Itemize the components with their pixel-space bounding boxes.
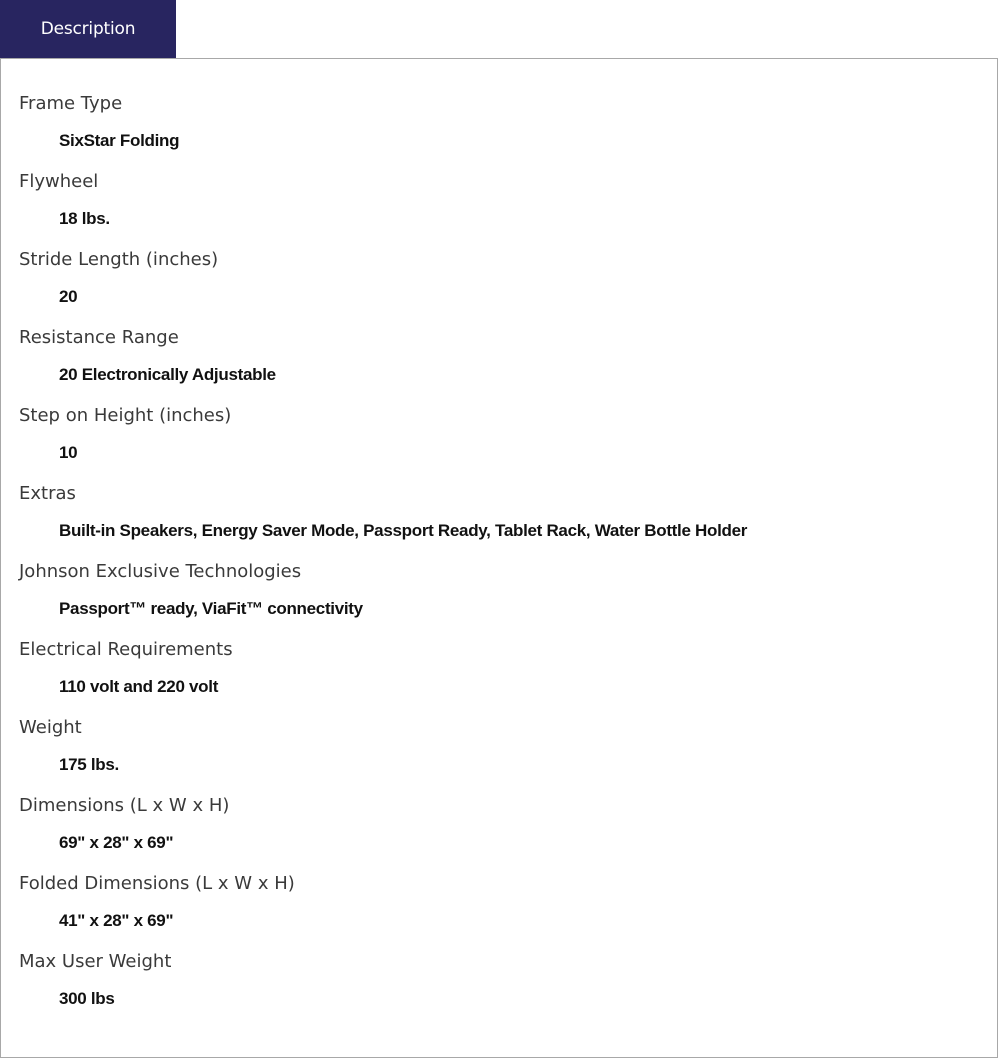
spec-value: 20 <box>59 287 78 306</box>
spec-value: 69" x 28" x 69" <box>59 833 174 852</box>
spec-label: Extras <box>19 483 76 504</box>
spec-dimensions <box>19 791 747 869</box>
spec-value: Built-in Speakers, Energy Saver Mode, Passport Ready, Tablet Rack, Water Bottle Holder <box>59 521 748 540</box>
spec-max-user-weight <box>19 947 747 1025</box>
spec-value: 18 lbs. <box>59 209 110 228</box>
spec-label: Weight <box>19 717 82 738</box>
spec-label: Step on Height (inches) <box>19 405 232 426</box>
spec-value: 20 Electronically Adjustable <box>59 365 276 384</box>
spec-label: Resistance Range <box>19 327 179 348</box>
tab-bar <box>0 0 1000 58</box>
spec-extras <box>19 479 747 557</box>
spec-label: Johnson Exclusive Technologies <box>19 561 302 582</box>
spec-step-on-height <box>19 401 747 479</box>
spec-frame-type <box>19 89 747 167</box>
spec-label: Max User Weight <box>19 951 172 972</box>
spec-value: 110 volt and 220 volt <box>59 677 219 696</box>
description-panel <box>0 58 998 1058</box>
spec-folded-dimensions <box>19 869 747 947</box>
spec-stride-length <box>19 245 747 323</box>
spec-weight <box>19 713 747 791</box>
spec-label: Frame Type <box>19 93 123 114</box>
spec-flywheel <box>19 167 747 245</box>
spec-value: 300 lbs <box>59 989 115 1008</box>
spec-label: Electrical Requirements <box>19 639 233 660</box>
spec-label: Stride Length (inches) <box>19 249 219 270</box>
spec-exclusive-technologies <box>19 557 747 635</box>
spec-value: 175 lbs. <box>59 755 119 774</box>
spec-list <box>19 89 747 1025</box>
spec-value: 10 <box>59 443 78 462</box>
spec-value: 41" x 28" x 69" <box>59 911 174 930</box>
spec-label: Dimensions (L x W x H) <box>19 795 230 816</box>
spec-value: SixStar Folding <box>59 131 180 150</box>
spec-label: Folded Dimensions (L x W x H) <box>19 873 295 894</box>
tab-description[interactable]: Description <box>0 0 176 58</box>
spec-electrical-requirements <box>19 635 747 713</box>
spec-resistance-range <box>19 323 747 401</box>
spec-label: Flywheel <box>19 171 99 192</box>
spec-value: Passport™ ready, ViaFit™ connectivity <box>59 599 363 618</box>
